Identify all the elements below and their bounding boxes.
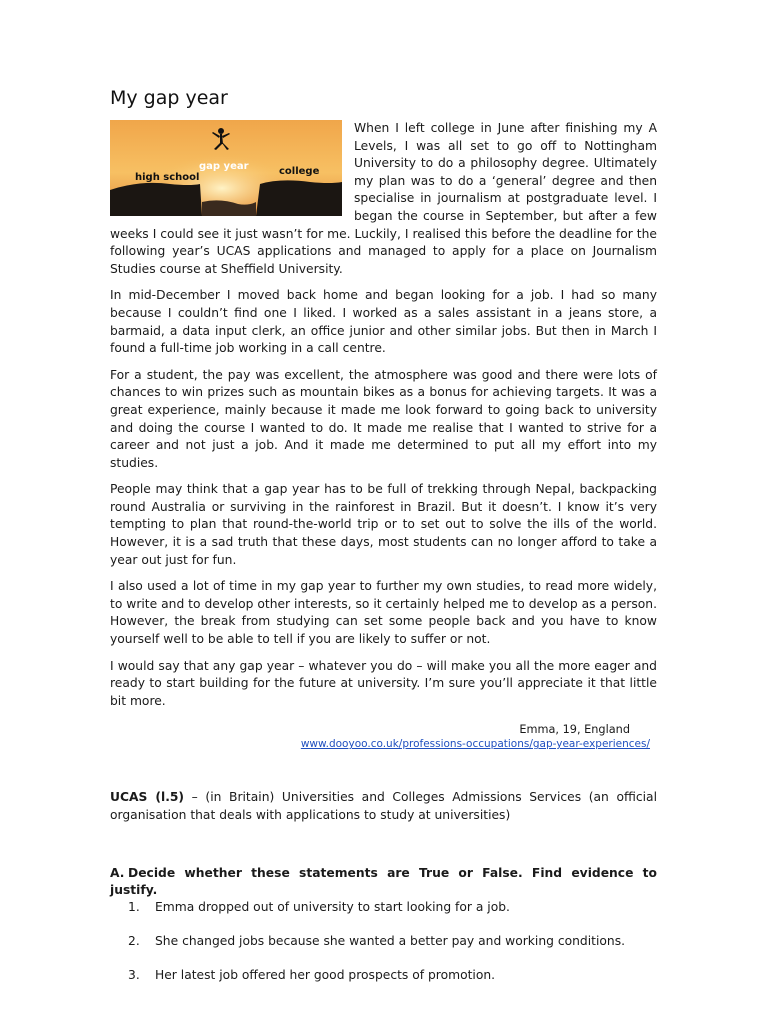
- statement-text: Her latest job offered her good prospects of promotion.: [155, 967, 496, 982]
- statement-item: [110, 967, 657, 984]
- paragraph-2: In mid-December I moved back home and began looking for a job. I had so many because I couldn’t find one I liked. I worked as a sales assistant in a jeans store, a barmaid, a data input clerk, an office junior and other similar jobs. But then in March I found a full-time job working in a call centre.: [110, 288, 657, 356]
- author-signoff: Emma, 19, England: [519, 723, 630, 737]
- statement-text: She changed jobs because she wanted a better pay and working conditions.: [155, 933, 626, 948]
- paragraph-4: People may think that a gap year has to be full of trekking through Nepal, backpacking round Australia or surviving in the rainforest in Brazil. But it doesn’t. I know it’s very tempting to plan that round-the-world trip or to set out to solve the ills of the world. However, it is a sad truth that these days, most students can no longer afford to take a year out just for fun.: [110, 482, 657, 567]
- exercise-letter: A.: [110, 865, 125, 880]
- statement-item: [110, 933, 657, 950]
- exercise-section: [110, 865, 657, 984]
- paragraph-5: I also used a lot of time in my gap year to further my own studies, to read more widely, to write and to develop other interests, so it certainly helped me to develop as a person. However, the break from studying can set some people back and you have to know yourself well to be able to tell if you are likely to suffer or not.: [110, 579, 657, 647]
- left-cliff: [110, 183, 202, 216]
- gap-year-illustration: [110, 120, 342, 216]
- statement-list: [110, 899, 657, 984]
- page-title: My gap year: [110, 87, 228, 109]
- label-college: college: [279, 166, 320, 177]
- statement-item: [110, 899, 657, 916]
- glossary-entry: [110, 789, 657, 824]
- statement-number: 2.: [128, 933, 140, 948]
- glossary-term: UCAS (l.5): [110, 790, 185, 805]
- article: [110, 86, 657, 1001]
- right-cliff: [256, 180, 342, 216]
- gap-year-image: [110, 120, 342, 216]
- exercise-heading: [110, 865, 657, 899]
- paragraph-6: I would say that any gap year – whatever you do – will make you all the more eager and ready to start building for the future at university. I’m sure you’ll appreciate it that little bit more.: [110, 658, 657, 708]
- label-gap-year: gap year: [199, 161, 249, 172]
- source-link[interactable]: www.dooyoo.co.uk/professions-occupations/gap-year-experiences/: [300, 738, 650, 751]
- paragraph-3: For a student, the pay was excellent, the atmosphere was good and there were lots of chances to win prizes such as mountain bikes as a bonus for achieving targets. It was a great experience, mainly because it made me look forward to going back to university and doing the course I wanted to do. It made me realise that I wanted to strive for a career and not just a job. And it made me determined to put all my effort into my studies.: [110, 367, 657, 470]
- label-high-school: high school: [135, 172, 200, 183]
- glossary-definition: – (in Britain) Universities and Colleges Admissions Services (an official organisation that deals with applications to study at universities): [110, 790, 657, 822]
- paragraph-1: When I left college in June after finishing my A Levels, I was all set to go off to Nottingham University to do a philosophy degree. Ultimately my plan was to do a ‘general’ degree and then specialise in journalism at postgraduate level. I began the course in September, but after a few weeks I could see it just wasn’t for me. Luckily, I realised this before the deadline for the following year’s UCAS applications and managed to apply for a place on Journalism Studies course at Sheffield University.: [110, 121, 657, 276]
- statement-number: 3.: [128, 967, 140, 982]
- statement-text: Emma dropped out of university to start looking for a job.: [155, 899, 510, 914]
- statement-number: 1.: [128, 899, 140, 914]
- exercise-instruction: Decide whether these statements are True or False. Find evidence to justify.: [110, 865, 657, 897]
